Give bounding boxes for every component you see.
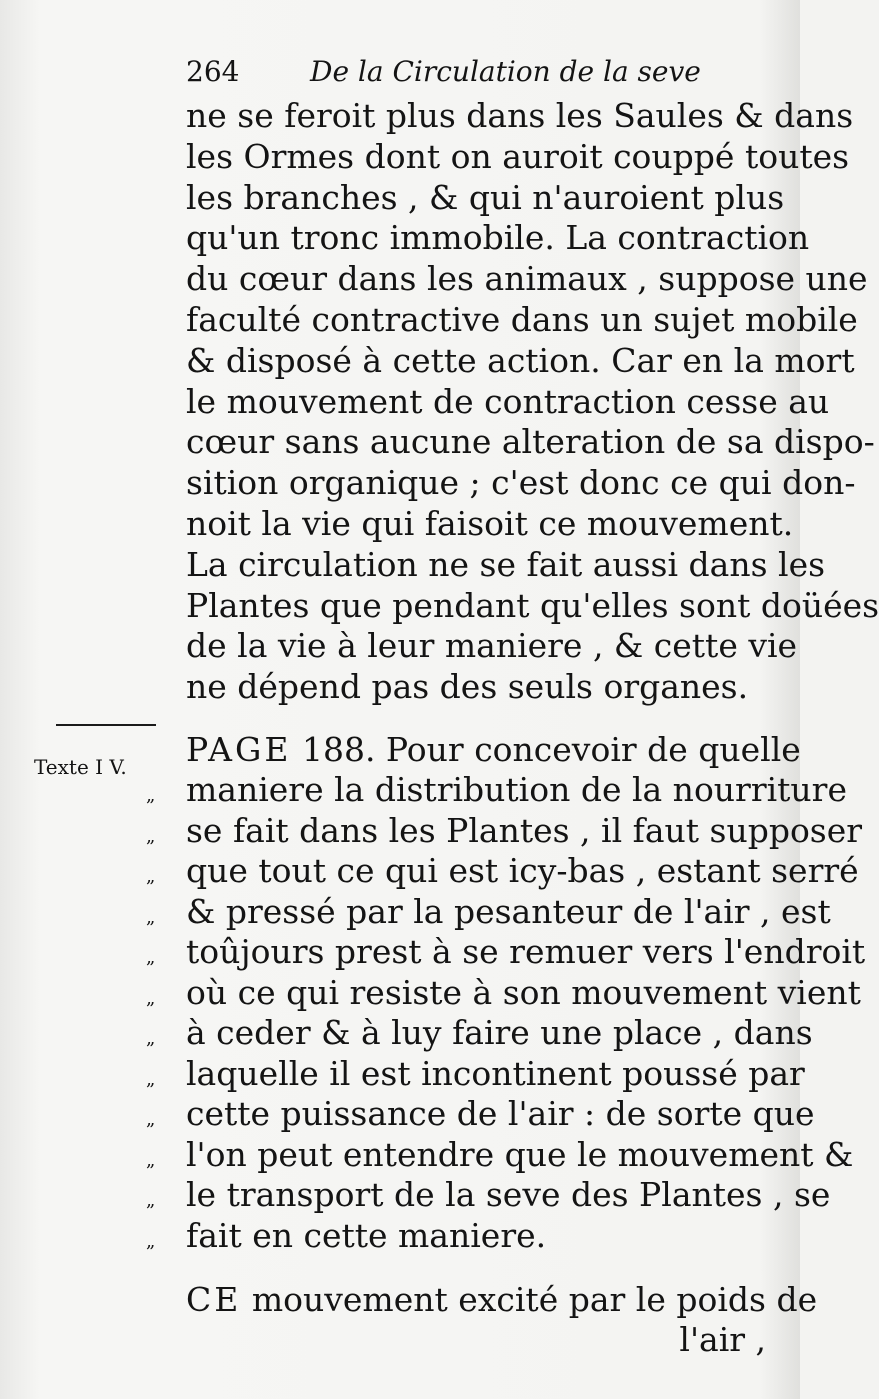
text-line: l'on peut entendre que le mouvement & [186, 1134, 854, 1174]
quotation-mark: „ [146, 906, 156, 928]
quotation-mark: „ [146, 1230, 156, 1252]
running-title: De la Circulation de la seve [310, 55, 701, 88]
quotation-mark: „ [146, 825, 156, 847]
text-line: toûjours prest à se remuer vers l'endroit [186, 932, 866, 971]
page-number: 264 [186, 55, 240, 88]
text-line: faculté contractive dans un sujet mobile [186, 300, 858, 339]
quotation-mark: „ [146, 1068, 156, 1090]
paragraph-3-opening-caps: CE [186, 1280, 242, 1319]
text-line: qu'un tronc immobile. La contraction [186, 218, 810, 258]
text-line: les branches , & qui n'auroient plus [186, 177, 785, 217]
paragraph-2-first-line-text: 188. Pour concevoir de quelle [301, 730, 801, 769]
text-line: se fait dans les Plantes , il faut supposer [186, 810, 863, 850]
quotation-mark: „ [146, 866, 156, 887]
text-line: où ce qui resiste à son mouvement vient [186, 972, 861, 1012]
margin-note-texte: Texte I V. [34, 755, 127, 779]
text-line: sition organique ; c'est donc ce qui don- [186, 463, 856, 503]
text-line: le transport de la seve des Plantes , se [186, 1175, 831, 1214]
paragraph-3-first-line [186, 1280, 818, 1320]
text-line: & pressé par la pesanteur de l'air , est [186, 891, 831, 931]
quotation-mark: „ [146, 1190, 156, 1211]
text-line: que tout ce qui est icy-bas , estant serré [186, 851, 859, 890]
text-line: du cœur dans les animaux , suppose une [186, 259, 868, 299]
text-line: Plantes que pendant qu'elles sont doüées [186, 585, 879, 625]
text-line: maniere la distribution de la nourriture [186, 770, 847, 809]
paragraph-2-opening-caps: PAGE [186, 730, 292, 769]
catchword: l'air , [679, 1320, 766, 1359]
text-line: & disposé à cette action. Car en la mort [186, 340, 855, 380]
text-line: fait en cette maniere. [186, 1215, 547, 1255]
quotation-mark: „ [146, 987, 156, 1009]
quotation-mark: „ [146, 1028, 156, 1049]
quotation-mark: „ [146, 1109, 156, 1130]
quotation-mark: „ [146, 1149, 156, 1171]
text-line: les Ormes dont on auroit couppé toutes [186, 136, 850, 176]
paragraph-2-first-line [186, 730, 801, 770]
paragraph-3-first-line-text: mouvement excité par le poids de [251, 1280, 818, 1319]
text-line: ne dépend pas des seuls organes. [186, 667, 749, 707]
text-line: le mouvement de contraction cesse au [186, 381, 830, 421]
margin-rule [56, 724, 156, 726]
text-line: La circulation ne se fait aussi dans les [186, 544, 826, 584]
text-line: noit la vie qui faisoit ce mouvement. [186, 504, 794, 543]
text-line: cœur sans aucune alteration de sa dispo- [186, 422, 875, 462]
running-header [186, 50, 766, 94]
text-line: à ceder & à luy faire une place , dans [186, 1013, 813, 1052]
text-line: laquelle il est incontinent poussé par [186, 1053, 805, 1093]
quotation-mark: „ [146, 785, 156, 806]
text-line: cette puissance de l'air : de sorte que [186, 1094, 815, 1133]
text-line: ne se feroit plus dans les Saules & dans [186, 96, 854, 135]
quotation-mark: „ [146, 947, 156, 968]
text-line: de la vie à leur maniere , & cette vie [186, 626, 798, 666]
